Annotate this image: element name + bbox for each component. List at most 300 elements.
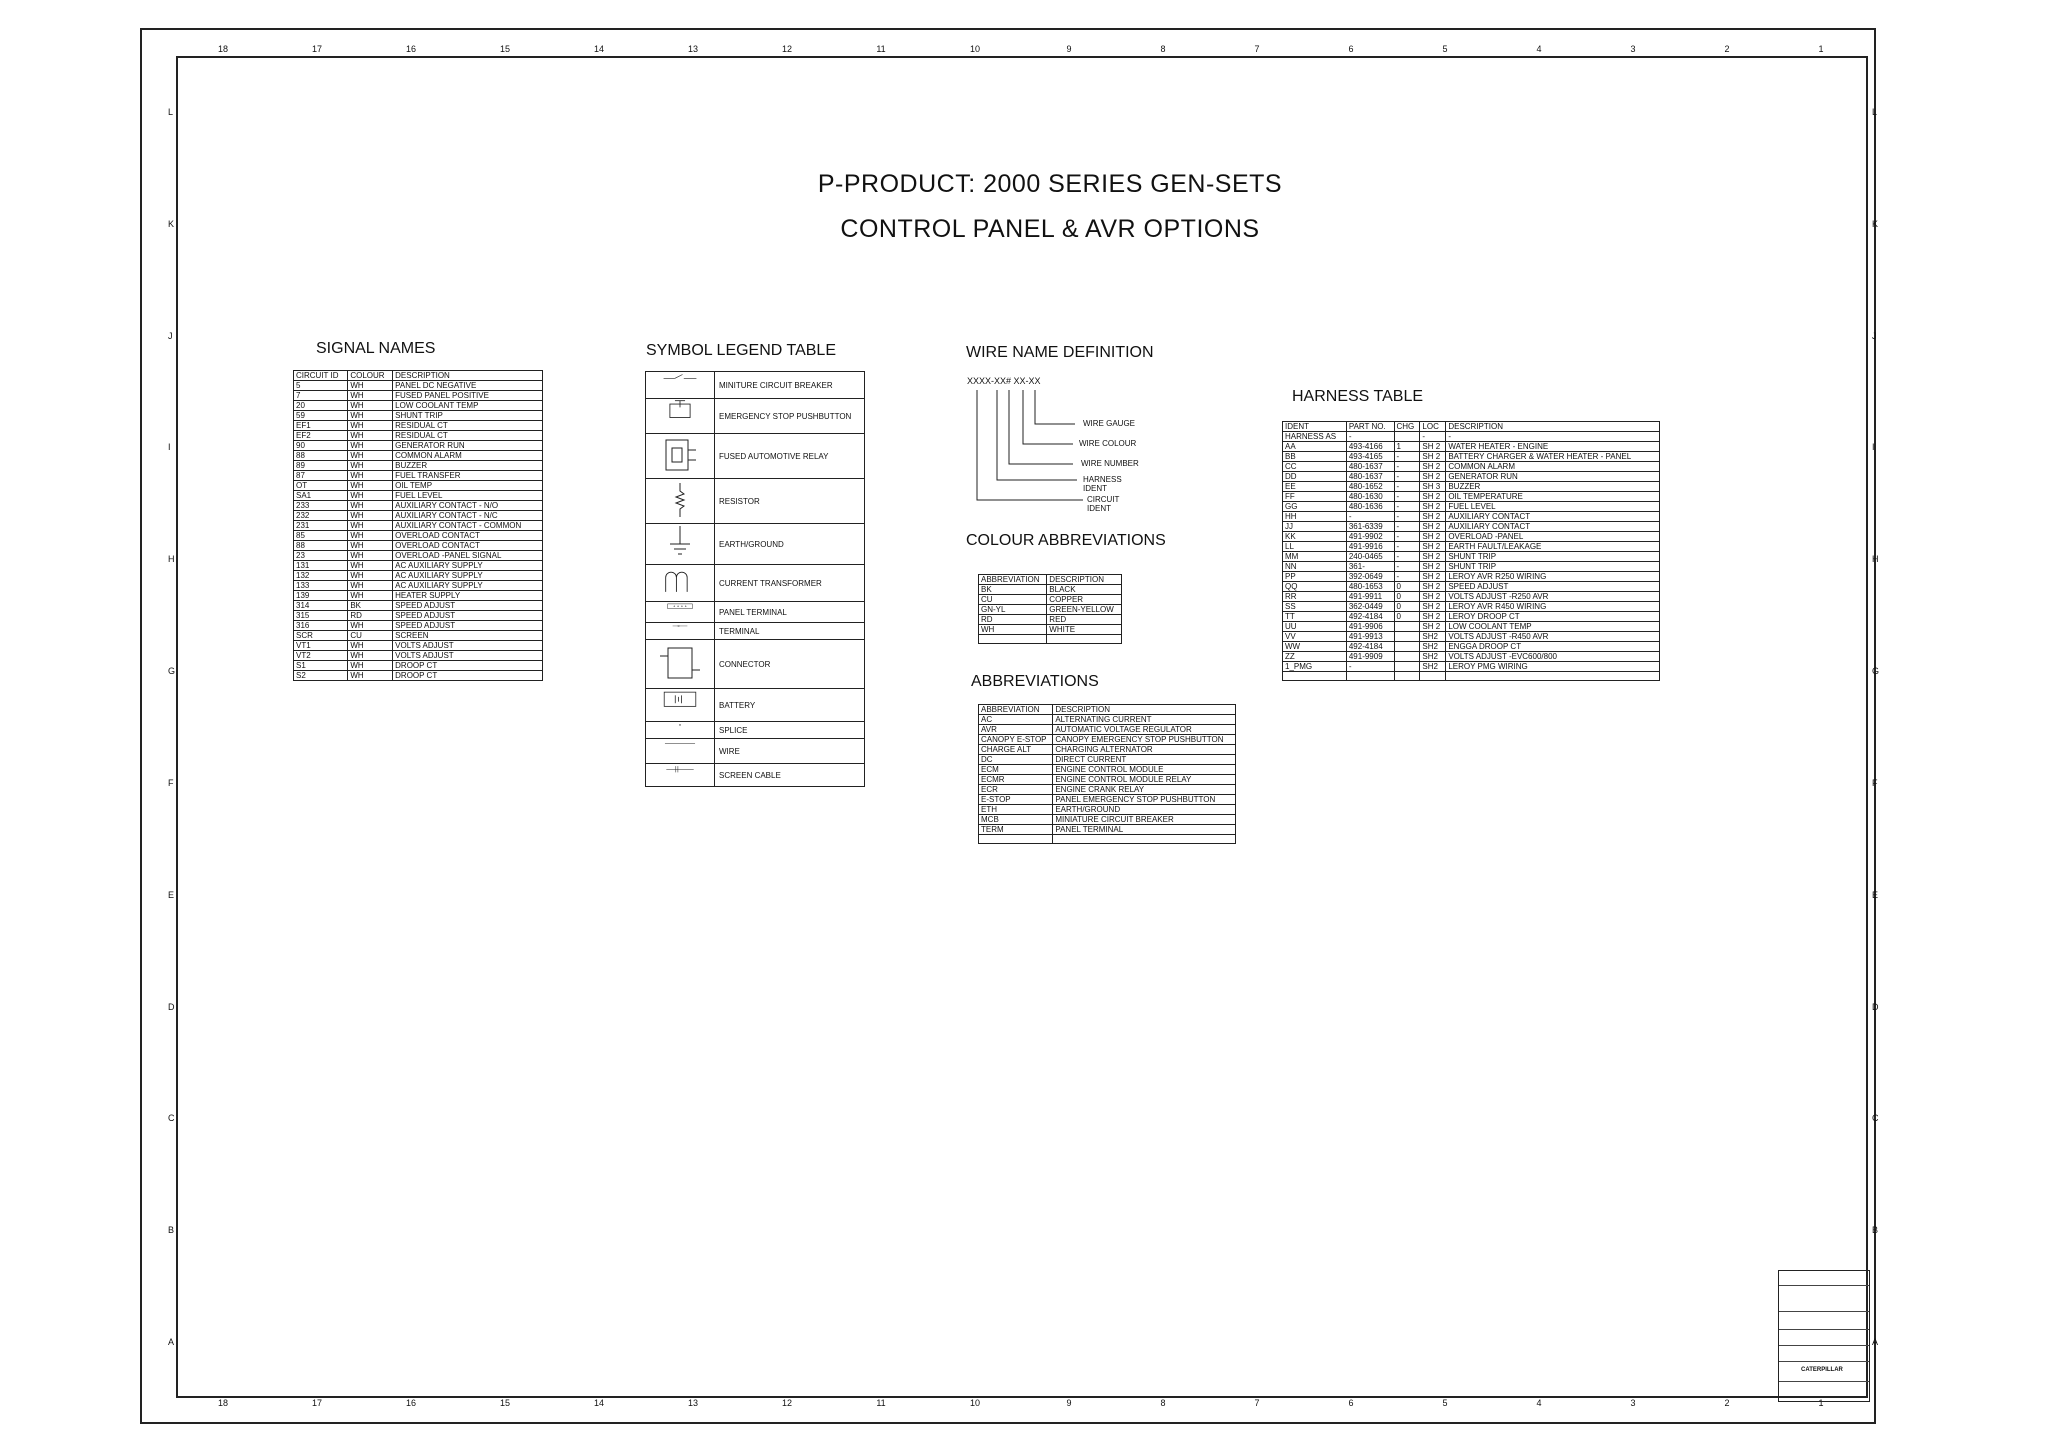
table-cell: PANEL EMERGENCY STOP PUSHBUTTON [1053,795,1236,805]
table-cell: 5 [294,381,348,391]
table-cell: 491-9906 [1346,622,1394,632]
table-cell: 480-1630 [1346,492,1394,502]
table-cell: VOLTS ADJUST -EVC600/800 [1446,652,1660,662]
table-cell: 361-6339 [1346,522,1394,532]
table-row [979,825,1236,835]
table-cell: SPEED ADJUST [393,621,543,631]
table-row [979,815,1236,825]
symbol-legend-title: SYMBOL LEGEND TABLE [646,342,836,359]
legend-label: BATTERY [715,689,865,722]
table-cell: SH 2 [1420,582,1446,592]
table-row [294,651,543,661]
table-cell: ZZ [1283,652,1347,662]
table-cell: - [1346,512,1394,522]
table-cell: CHARGING ALTERNATOR [1053,745,1236,755]
table-cell: 7 [294,391,348,401]
column-label: 11 [876,44,886,54]
transformer-icon [646,565,715,602]
table-cell: - [1346,432,1394,442]
row-label: I [168,442,171,453]
table-cell: DD [1283,472,1347,482]
table-cell: WH [979,625,1047,635]
table-cell: - [1394,452,1420,462]
wire-icon [646,739,715,764]
table-cell: BUZZER [393,461,543,471]
table-cell: E-STOP [979,795,1053,805]
legend-row [646,602,865,623]
table-row [294,421,543,431]
table-cell: DROOP CT [393,661,543,671]
table-cell: WH [348,381,393,391]
table-row [294,511,543,521]
column-labels-top [176,44,1868,60]
legend-row [646,434,865,479]
table-row [1283,652,1660,662]
table-row [979,745,1236,755]
row-label: F [1872,777,1878,788]
table-cell: 362-0449 [1346,602,1394,612]
table-cell: ECMR [979,775,1053,785]
table-cell: CHARGE ALT [979,745,1053,755]
column-label: 13 [687,44,699,54]
table-cell: WH [348,571,393,581]
table-cell: WH [348,671,393,681]
table-cell: WH [348,641,393,651]
column-label: 10 [969,44,981,54]
table-cell: AC [979,715,1053,725]
table-cell: 491-9916 [1346,542,1394,552]
column-label: 17 [311,1398,323,1408]
table-cell: DC [979,755,1053,765]
table-cell [1047,635,1122,644]
table-row [1283,512,1660,522]
row-label: C [1872,1113,1879,1124]
table-cell: EF1 [294,421,348,431]
table-cell: SH 2 [1420,532,1446,542]
circuit-ident-label: CIRCUIT IDENT [1087,495,1120,513]
table-row [1283,452,1660,462]
table-row [294,391,543,401]
table-cell: ECM [979,765,1053,775]
legend-label: WIRE [715,739,865,764]
row-label: L [168,106,174,117]
table-row [294,451,543,461]
column-label: 9 [1066,44,1072,54]
table-cell: LL [1283,542,1347,552]
table-row [294,611,543,621]
table-cell: AVR [979,725,1053,735]
table-cell: WH [348,451,393,461]
circuit-breaker-icon [646,372,715,399]
table-row [294,671,543,681]
table-cell [1394,642,1420,652]
table-cell: SH 2 [1420,512,1446,522]
table-cell: WH [348,551,393,561]
table-row [979,775,1236,785]
table-cell: RESIDUAL CT [393,421,543,431]
table-cell: AA [1283,442,1347,452]
wire-gauge-label: WIRE GAUGE [1083,419,1136,428]
row-label: A [168,1337,175,1348]
table-row [294,621,543,631]
table-cell: 480-1636 [1346,502,1394,512]
row-label: E [1872,889,1879,900]
signal-names-table [293,370,543,681]
table-cell: 491-9902 [1346,532,1394,542]
table-cell: LOW COOLANT TEMP [393,401,543,411]
table-row [294,431,543,441]
table-cell: ENGINE CRANK RELAY [1053,785,1236,795]
table-cell: DESCRIPTION [393,371,543,381]
legend-row [646,640,865,689]
table-row [979,605,1122,615]
table-cell [1283,672,1347,681]
table-row [294,381,543,391]
table-cell [1394,672,1420,681]
table-cell: DESCRIPTION [1047,575,1122,585]
column-label: 18 [217,1398,229,1408]
table-cell: GN-YL [979,605,1047,615]
column-label: 17 [311,44,323,54]
table-cell: GENERATOR RUN [393,441,543,451]
table-cell: VT1 [294,641,348,651]
company-name: CATERPILLAR [1801,1367,1843,1373]
table-cell: - [1394,542,1420,552]
table-row [979,835,1236,844]
table-cell: AUXILIARY CONTACT - N/C [393,511,543,521]
column-label: 8 [1160,1398,1166,1408]
legend-label: PANEL TERMINAL [715,602,865,623]
earth-icon [646,524,715,565]
row-label: J [1872,330,1877,341]
table-cell [979,635,1047,644]
table-cell: SH 2 [1420,472,1446,482]
table-cell: WH [348,511,393,521]
table-cell: 23 [294,551,348,561]
table-cell [1394,662,1420,672]
table-cell: 1_PMG [1283,662,1347,672]
table-cell: 492-4184 [1346,612,1394,622]
legend-row [646,372,865,399]
table-cell: 87 [294,471,348,481]
table-cell: QQ [1283,582,1347,592]
table-cell: 85 [294,531,348,541]
table-cell [1394,632,1420,642]
table-cell: WH [348,431,393,441]
table-cell: DESCRIPTION [1446,422,1660,432]
row-label: G [168,666,176,677]
row-label: I [1872,442,1875,453]
table-cell: AUXILIARY CONTACT [1446,522,1660,532]
table-cell [1394,432,1420,442]
column-label: 14 [593,44,605,54]
table-cell: - [1394,462,1420,472]
table-header-row [294,371,543,381]
harness-table [1282,421,1660,681]
column-label: 6 [1348,1398,1354,1408]
row-label: B [1872,1225,1879,1236]
table-cell: SH 2 [1420,502,1446,512]
table-cell: SH 2 [1420,542,1446,552]
table-cell: 0 [1394,602,1420,612]
legend-row [646,689,865,722]
table-row [1283,482,1660,492]
table-cell: 90 [294,441,348,451]
table-cell: 480-1637 [1346,472,1394,482]
table-cell: - [1394,502,1420,512]
table-cell: SPEED ADJUST [393,601,543,611]
title-line-1: P-PRODUCT: 2000 SERIES GEN-SETS [817,170,1283,198]
table-cell: 493-4166 [1346,442,1394,452]
column-label: 5 [1442,44,1448,54]
table-row [1283,502,1660,512]
table-cell: SHUNT TRIP [1446,552,1660,562]
table-header-row [979,575,1122,585]
row-label: J [168,330,173,341]
table-cell: LEROY DROOP CT [1446,612,1660,622]
table-cell: BATTERY CHARGER & WATER HEATER - PANEL [1446,452,1660,462]
colour-abbreviations-table [978,574,1122,644]
table-cell: COLOUR [348,371,393,381]
table-cell: HARNESS AS [1283,432,1347,442]
table-cell [1446,672,1660,681]
table-cell: PANEL DC NEGATIVE [393,381,543,391]
connector-icon [646,640,715,689]
table-cell: NN [1283,562,1347,572]
column-label: 15 [499,1398,511,1408]
table-cell: - [1394,552,1420,562]
table-cell: - [1394,562,1420,572]
table-cell: WH [348,581,393,591]
wire-name-diagram [965,376,1145,516]
table-cell: BK [348,601,393,611]
legend-label: CONNECTOR [715,640,865,689]
row-label: D [1872,1001,1879,1012]
table-cell: BUZZER [1446,482,1660,492]
table-cell: MM [1283,552,1347,562]
table-cell: HH [1283,512,1347,522]
row-label: L [1872,106,1878,117]
column-label: 8 [1160,44,1166,54]
table-cell: PP [1283,572,1347,582]
row-label: F [168,777,174,788]
table-cell: SCREEN [393,631,543,641]
table-row [1283,592,1660,602]
table-cell: 361- [1346,562,1394,572]
table-cell: SH 2 [1420,572,1446,582]
table-cell: LEROY AVR R450 WIRING [1446,602,1660,612]
table-row [1283,472,1660,482]
legend-label: SCREEN CABLE [715,764,865,787]
table-row [294,491,543,501]
table-cell: COPPER [1047,595,1122,605]
table-row [294,551,543,561]
table-cell: 89 [294,461,348,471]
table-cell: OIL TEMPERATURE [1446,492,1660,502]
table-cell: TERM [979,825,1053,835]
table-cell: HEATER SUPPLY [393,591,543,601]
table-cell: WH [348,651,393,661]
table-cell: VOLTS ADJUST -R450 AVR [1446,632,1660,642]
table-cell: WH [348,541,393,551]
table-cell: ABBREVIATION [979,575,1047,585]
table-cell: EE [1283,482,1347,492]
table-cell: OIL TEMP [393,481,543,491]
column-label: 12 [781,1398,793,1408]
table-cell: SH2 [1420,632,1446,642]
table-row [1283,532,1660,542]
table-row [294,481,543,491]
table-cell: VOLTS ADJUST -R250 AVR [1446,592,1660,602]
column-label: 5 [1442,1398,1448,1408]
table-cell: COMMON ALARM [393,451,543,461]
table-cell: 0 [1394,582,1420,592]
table-row [1283,542,1660,552]
resistor-icon [646,479,715,524]
table-cell: SH 2 [1420,452,1446,462]
table-cell: WH [348,411,393,421]
table-cell: AUXILIARY CONTACT - N/O [393,501,543,511]
table-cell: SH 2 [1420,462,1446,472]
column-label: 4 [1536,44,1542,54]
legend-label: RESISTOR [715,479,865,524]
title-block [1778,1270,1870,1402]
table-cell: 491-9909 [1346,652,1394,662]
table-cell: - [1346,662,1394,672]
table-row [979,805,1236,815]
table-cell: ENGGA DROOP CT [1446,642,1660,652]
terminal-icon [646,623,715,640]
table-row [294,561,543,571]
harness-table-title: HARNESS TABLE [1292,388,1424,405]
table-cell: 1 [1394,442,1420,452]
table-cell: - [1394,482,1420,492]
table-cell: - [1420,432,1446,442]
wire-name-definition-title: WIRE NAME DEFINITION [966,344,1154,361]
table-cell: SH2 [1420,642,1446,652]
table-cell: S2 [294,671,348,681]
table-cell: LEROY AVR R250 WIRING [1446,572,1660,582]
table-header-row [979,705,1236,715]
table-cell: SH2 [1420,662,1446,672]
table-cell: 492-4184 [1346,642,1394,652]
table-row [294,571,543,581]
table-cell: PANEL TERMINAL [1053,825,1236,835]
table-cell: VOLTS ADJUST [393,651,543,661]
column-labels-bottom [176,1398,1868,1414]
legend-label: TERMINAL [715,623,865,640]
table-cell: 88 [294,451,348,461]
table-cell: AUXILIARY CONTACT [1446,512,1660,522]
table-row [294,601,543,611]
table-cell: WH [348,401,393,411]
column-label: 1 [1818,1398,1824,1408]
legend-row [646,524,865,565]
signal-names-title: SIGNAL NAMES [316,340,436,357]
row-label: H [1872,554,1879,565]
table-cell: VT2 [294,651,348,661]
table-cell: OT [294,481,348,491]
table-cell: WW [1283,642,1347,652]
table-cell: 491-9911 [1346,592,1394,602]
harness-ident-label: HARNESS IDENT [1083,475,1122,493]
column-label: 16 [405,44,417,54]
table-cell: ECR [979,785,1053,795]
table-cell: SS [1283,602,1347,612]
legend-label: EARTH/GROUND [715,524,865,565]
panel-terminal-icon [646,602,715,623]
table-cell: ETH [979,805,1053,815]
table-cell: CU [348,631,393,641]
column-label: 7 [1254,1398,1260,1408]
table-row [979,785,1236,795]
table-cell: VOLTS ADJUST [393,641,543,651]
row-labels-right [1872,56,1888,1398]
table-cell: DESCRIPTION [1053,705,1236,715]
table-row [1283,642,1660,652]
legend-label: MINITURE CIRCUIT BREAKER [715,372,865,399]
table-cell: WH [348,521,393,531]
table-cell [1394,622,1420,632]
table-cell: BB [1283,452,1347,462]
table-cell [1053,835,1236,844]
table-cell: EARTH/GROUND [1053,805,1236,815]
table-cell: FUEL LEVEL [393,491,543,501]
table-cell: OVERLOAD CONTACT [393,541,543,551]
table-cell: WH [348,501,393,511]
table-cell: MCB [979,815,1053,825]
table-cell: FUSED PANEL POSITIVE [393,391,543,401]
table-cell: SPEED ADJUST [1446,582,1660,592]
table-cell: 480-1637 [1346,462,1394,472]
legend-label: CURRENT TRANSFORMER [715,565,865,602]
table-row [1283,672,1660,681]
table-row [294,541,543,551]
table-cell: WH [348,461,393,471]
table-cell: DROOP CT [393,671,543,681]
colour-abbreviations-title: COLOUR ABBREVIATIONS [966,532,1166,549]
relay-icon [646,434,715,479]
table-cell: - [1394,512,1420,522]
row-label: B [168,1225,175,1236]
table-row [1283,612,1660,622]
table-cell: LOW COOLANT TEMP [1446,622,1660,632]
table-cell: OVERLOAD -PANEL SIGNAL [393,551,543,561]
table-cell: SPEED ADJUST [393,611,543,621]
table-cell: CC [1283,462,1347,472]
table-cell: - [1394,492,1420,502]
table-cell [1346,672,1394,681]
table-cell: 0 [1394,592,1420,602]
table-row [294,411,543,421]
table-cell: 392-0649 [1346,572,1394,582]
table-cell: WHITE [1047,625,1122,635]
table-cell: SH 2 [1420,562,1446,572]
table-cell: ABBREVIATION [979,705,1053,715]
table-row [294,591,543,601]
legend-row [646,722,865,739]
table-cell: SHUNT TRIP [1446,562,1660,572]
table-cell: SH2 [1420,652,1446,662]
column-label: 4 [1536,1398,1542,1408]
title-line-2: CONTROL PANEL & AVR OPTIONS [840,215,1260,243]
table-cell: DIRECT CURRENT [1053,755,1236,765]
table-row [1283,562,1660,572]
column-label: 13 [687,1398,699,1408]
table-cell: SH 2 [1420,622,1446,632]
table-cell: WATER HEATER - ENGINE [1446,442,1660,452]
screen-cable-icon [646,764,715,787]
